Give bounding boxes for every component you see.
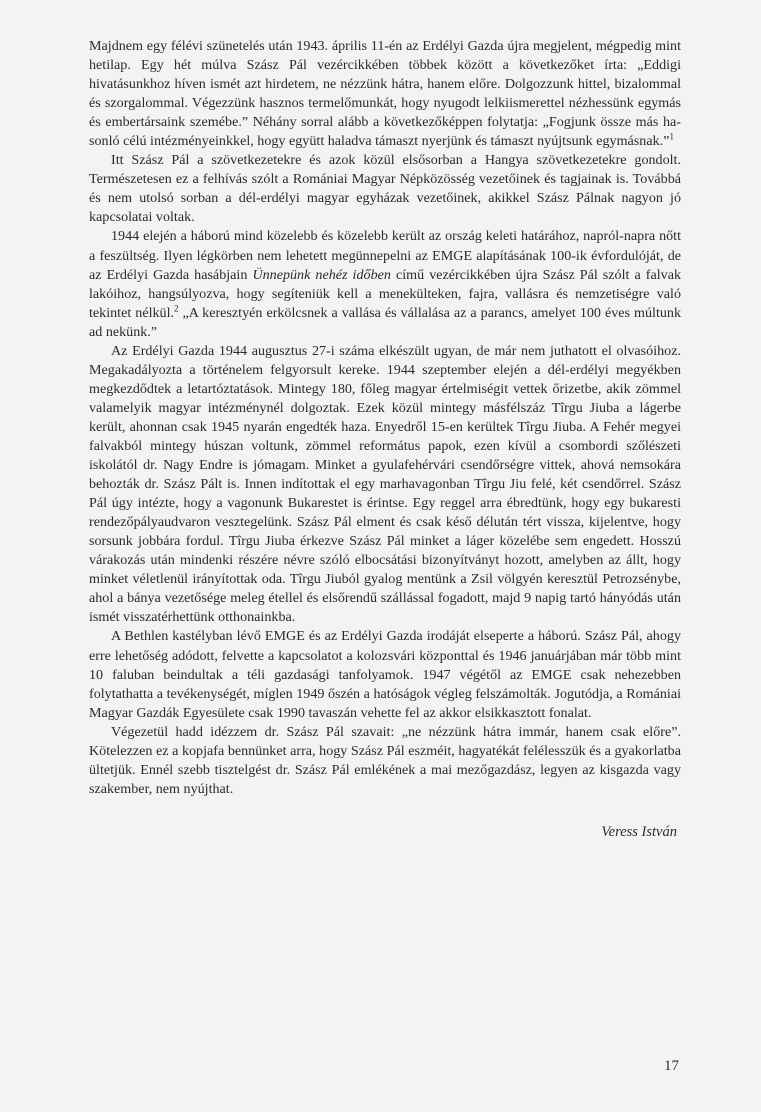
text-run: Az Erdélyi Gazda 1944 augusztus 27-i száma elkészült ugyan, de már nem juthatott el olvasóihoz. Megakadályozta a történelem felgyorsult kereke. 1944 szeptember elején a dél-erdélyi megyékben megkezdődtek a letartóztatások. Mintegy 180, főleg magyar értelmiségit vettek őrizetbe, akik zömmel valamelyik magyar intézménynél dolgoztak. Ezek közül mintegy másfélszáz Tîrgu Jiuba a lágerbe került, ahonnan csak 1945 nyarán engedték haza. Enyedről 15-en kerültek Tîrgu Jiuba. A Fehér megyei falvakból mintegy húszan voltunk, zömmel református papok, ezen kívül a csombordi szőlészeti iskolától dr. Nagy Endre is jómagam. Minket a gyulafehérvári csendőrségre vittek, ahová nemsokára behozták dr. Szász Pált is. Innen indítottak el egy marhavagonban Tîrgu Jiu felé, két csendőrrel. Szász Pál úgy intézte, hogy a vagonunk Bukarestet is érintse. Egy reggel arra ébredtünk, hogy egy bukaresti rendezőpályaudvaron vesztegelünk. Szász Pál elment és csak késő délután tért vissza, kijelentve, hogy sorsunk jobbára fordul. Tîrgu Jiuba érkezve Szász Pál minket a láger közelébe sem engedett. Hosszú várakozás után mindenki részére névre szóló elbocsátási bizonyítványt hozott, amelyben az állt, hogy minket véletlenül irányítottak oda. Tîrgu Jiuból gyalog mentünk a Zsil völgyén keresztül Petrozsénybe, ahol a bánya vezetősége meleg étellel és elsőrendű szállással fogadott, majd 9 napig tartó hányódás után ismét visszatérhettünk otthonainkba.	[89, 342, 681, 626]
text-run: A Bethlen kastélyban lévő EMGE és az Erdélyi Gazda irodáját elseperte a háború. Szász Pál, ahogy erre lehetőség adódott, felvette a kapcsolatot a kolozsvári központtal és 1946 januárjában már több mint 10 faluban beindultak a téli gazdasági tanfolyamok. 1947 végétől az EMGE csak nehezebben folytathatta a tevékenységét, míglen 1949 őszén a hatóságok végleg felszámolták. Jogutódja, a Romániai Magyar Gazdák Egyesülete csak 1990 tavaszán vehette fel az akkor elsikkasztott fonalat.	[89, 628, 681, 721]
footnote-marker: 1	[669, 131, 674, 142]
text-run: 1944 elején a háború mind közelebb és közelebb került az ország keleti határához, napról-napra nőtt a feszültség. Ilyen légkörben nem lehetett megünnepelni az EMGE alapításának 100-ik évfordulóját, de az Erdélyi Gazda hasábjain	[89, 228, 681, 283]
paragraph	[89, 227, 681, 341]
text-run: Itt Szász Pál a szövetkezetekre és azok közül elsősorban a Hangya szövetkezetekre gondolt. Természetesen ez a felhívás szólt a Romániai Magyar Népközösség vezetőinek és tagjainak is. Továbbá és nem utolsó sorban a dél-erdélyi magyar egyházak vezetőinek, akikkel Szász Pálnak nagyon jó kapcsolatai voltak.	[89, 152, 681, 226]
footnote-marker: 2	[174, 302, 179, 313]
text-run: „A keresztyén erkölcsnek a vallása és vállalása az a parancs, amelyet 100 éves múltunk ad nekünk.”	[89, 304, 681, 340]
article-body	[89, 37, 681, 799]
text-run: című vezércikkében újra Szász Pál szólt a falvak lakóihoz, hangsúlyozva, hogy segíteniük kell a menekülteken, fajra, vallásra és nemzetiségre való tekintet nélkül.	[89, 266, 682, 321]
page-number: 17	[664, 1058, 679, 1074]
text-run: Végezetül hadd idézzem dr. Szász Pál szavait: „ne nézzünk hátra immár, hanem csak előre”. Kötelezzen ez a kopjafa bennünket arra, hogy Szász Pál eszméit, hagyatékát felélesszük és a gyakorlatba ültetjük. Ennél szebb tisztelgést dr. Szász Pál emlékének a mai mezőgazdász, legyen az kisgazda vagy szakember, nem nyújthat.	[89, 723, 681, 797]
italic-title: Ünnepünk nehéz időben	[252, 266, 391, 283]
author-signature: Veress István	[601, 823, 677, 840]
text-run: Majdnem egy félévi szünetelés után 1943. április 11-én az Erdélyi Gazda újra megjelent, mégpedig mint hetilap. Egy hét múlva Szász Pál vezércikkében többek között a következőket írta: „Eddigi hivatásunkhoz híven ismét azt hirdetem, ne nézzünk hátra, hanem előre. Dolgozzunk hittel, bizalommal és szorgalommal. Végezzünk hasznos termelőmunkát, hogy nyugodt lelkiismerettel nézhessünk egymás és embertársaink szemébe.” Néhány sorral alább a következőképpen folytatja: „Fogjunk össze más hasonló célú intézményeinkkel, hogy együtt haladva támaszt nyerjünk és támaszt nyújtsunk egymásnak.”	[89, 38, 681, 150]
paragraph	[89, 37, 681, 151]
paragraph	[89, 151, 681, 227]
paragraph	[89, 723, 681, 799]
paragraph	[89, 627, 681, 722]
paragraph	[89, 342, 681, 628]
